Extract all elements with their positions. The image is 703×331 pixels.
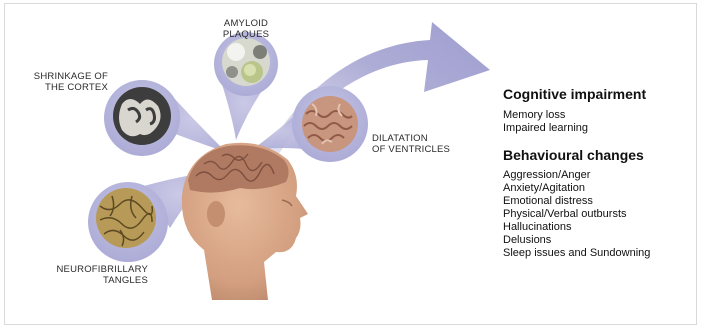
label-shrinkage-cortex bbox=[28, 71, 108, 93]
label-neuro-line2: TANGLES bbox=[102, 275, 148, 286]
label-shrinkage-line2: THE CORTEX bbox=[44, 82, 108, 93]
cognitive-heading: Cognitive impairment bbox=[503, 86, 647, 102]
behavioural-item: Anxiety/Agitation bbox=[503, 182, 585, 194]
label-dilatation-line2: OF VENTRICLES bbox=[372, 144, 451, 155]
label-dilatation-line1: DILATATION bbox=[372, 133, 428, 144]
curved-arrow bbox=[255, 22, 490, 182]
cognitive-list bbox=[503, 109, 693, 135]
cognitive-item: Impaired learning bbox=[503, 122, 588, 134]
label-amyloid-line2: PLAQUES bbox=[222, 29, 270, 40]
neurofibrillary-tangles-image bbox=[96, 188, 156, 248]
behavioural-item: Emotional distress bbox=[503, 195, 593, 207]
behavioural-item: Physical/Verbal outbursts bbox=[503, 208, 627, 220]
label-dilatation-ventricles bbox=[372, 133, 482, 155]
behavioural-item: Aggression/Anger bbox=[503, 169, 591, 181]
behavioural-item: Hallucinations bbox=[503, 221, 572, 233]
behavioural-heading: Behavioural changes bbox=[503, 147, 644, 163]
behavioural-item: Delusions bbox=[503, 234, 552, 246]
cortex-shrinkage-image bbox=[113, 87, 171, 145]
label-amyloid-plaques bbox=[206, 18, 286, 40]
behavioural-list bbox=[503, 169, 693, 260]
label-amyloid-line1: AMYLOID bbox=[223, 18, 269, 29]
cognitive-item: Memory loss bbox=[503, 109, 566, 121]
label-shrinkage-line1: SHRINKAGE OF bbox=[33, 71, 108, 82]
amyloid-plaque-image bbox=[222, 38, 270, 86]
label-neurofibrillary-tangles bbox=[38, 264, 148, 286]
behavioural-item: Sleep issues and Sundowning bbox=[503, 247, 651, 259]
symptoms-panel bbox=[503, 86, 693, 260]
ventricle-dilatation-image bbox=[302, 96, 358, 152]
head-illustration bbox=[182, 143, 308, 300]
label-neuro-line1: NEUROFIBRILLARY bbox=[56, 264, 148, 275]
